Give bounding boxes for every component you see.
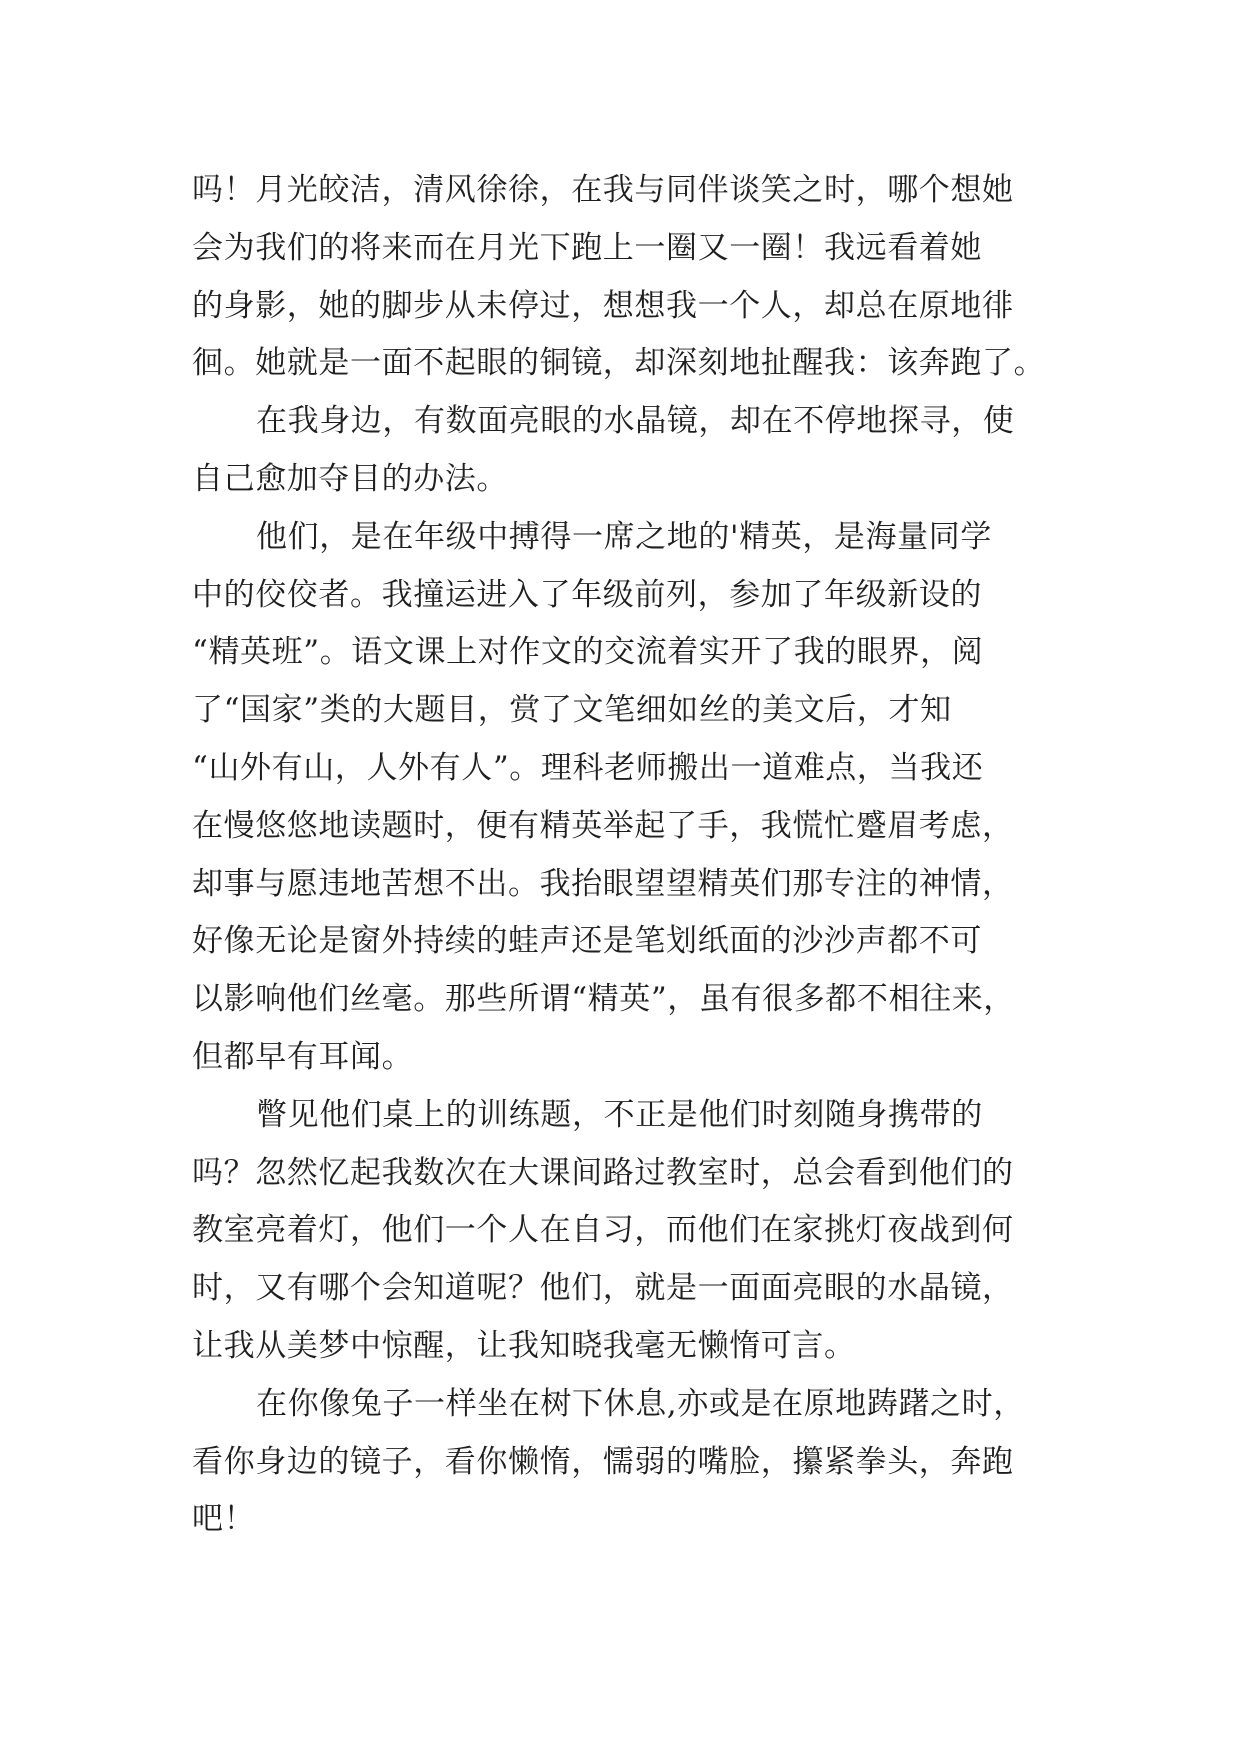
text-line: 吗？忽然忆起我数次在大课间路过教室时，总会看到他们的	[192, 1154, 1014, 1191]
paragraph-first-line: 瞥见他们桌上的训练题，不正是他们时刻随身携带的	[256, 1096, 983, 1133]
text-line: 吗！月光皎洁，清风徐徐，在我与同伴谈笑之时，哪个想她	[192, 172, 1014, 208]
text-line: 的身影，她的脚步从未停过，想想我一个人，却总在原地徘	[192, 287, 1014, 324]
text-line: “山外有山，人外有人”。理科老师搬出一道难点，当我还	[192, 749, 984, 786]
document-body	[192, 162, 1062, 1549]
text-line: 吧！	[192, 1501, 256, 1538]
text-line: 在慢悠悠地读题时，便有精英举起了手，我慌忙蹙眉考虑，	[192, 807, 1014, 844]
text-line: 看你身边的镜子，看你懒惰，懦弱的嘴脸，攥紧拳头，奔跑	[192, 1443, 1014, 1480]
text-line: 中的佼佼者。我撞运进入了年级前列，参加了年级新设的	[192, 576, 982, 613]
paragraph-first-line: 在你像兔子一样坐在树下休息,亦或是在原地踌躇之时，	[256, 1385, 1025, 1422]
text-line: 时，又有哪个会知道呢？他们，就是一面面亮眼的水晶镜，	[192, 1270, 1014, 1307]
text-line: 教室亮着灯，他们一个人在自习，而他们在家挑灯夜战到何	[192, 1212, 1014, 1249]
text-line: 以影响他们丝毫。那些所谓“精英”，虽有很多都不相往来，	[192, 981, 1015, 1018]
text-line: 却事与愿违地苦想不出。我抬眼望望精英们那专注的神情，	[192, 865, 1014, 902]
text-line: 好像无论是窗外持续的蛙声还是笔划纸面的沙沙声都不可	[192, 923, 982, 960]
text-line: 了“国家”类的大题目，赏了文笔细如丝的美文后，才知	[192, 692, 952, 729]
text-line: “精英班”。语文课上对作文的交流着实开了我的眼界，阅	[192, 634, 984, 671]
paragraph-first-line: 他们，是在年级中搏得一席之地的'精英，是海量同学	[256, 518, 992, 555]
text-line: 但都早有耳闻。	[192, 1038, 414, 1075]
paragraph-first-line: 在我身边，有数面亮眼的水晶镜，却在不停地探寻，使	[256, 403, 1015, 440]
text-line: 自己愈加夺目的办法。	[192, 460, 508, 497]
text-line: 会为我们的将来而在月光下跑上一圈又一圈！我远看着她	[192, 229, 982, 266]
text-line: 徊。她就是一面不起眼的铜镜，却深刻地扯醒我：该奔跑了。	[192, 345, 1046, 382]
text-line: 让我从美梦中惊醒，让我知晓我毫无懒惰可言。	[192, 1327, 856, 1364]
